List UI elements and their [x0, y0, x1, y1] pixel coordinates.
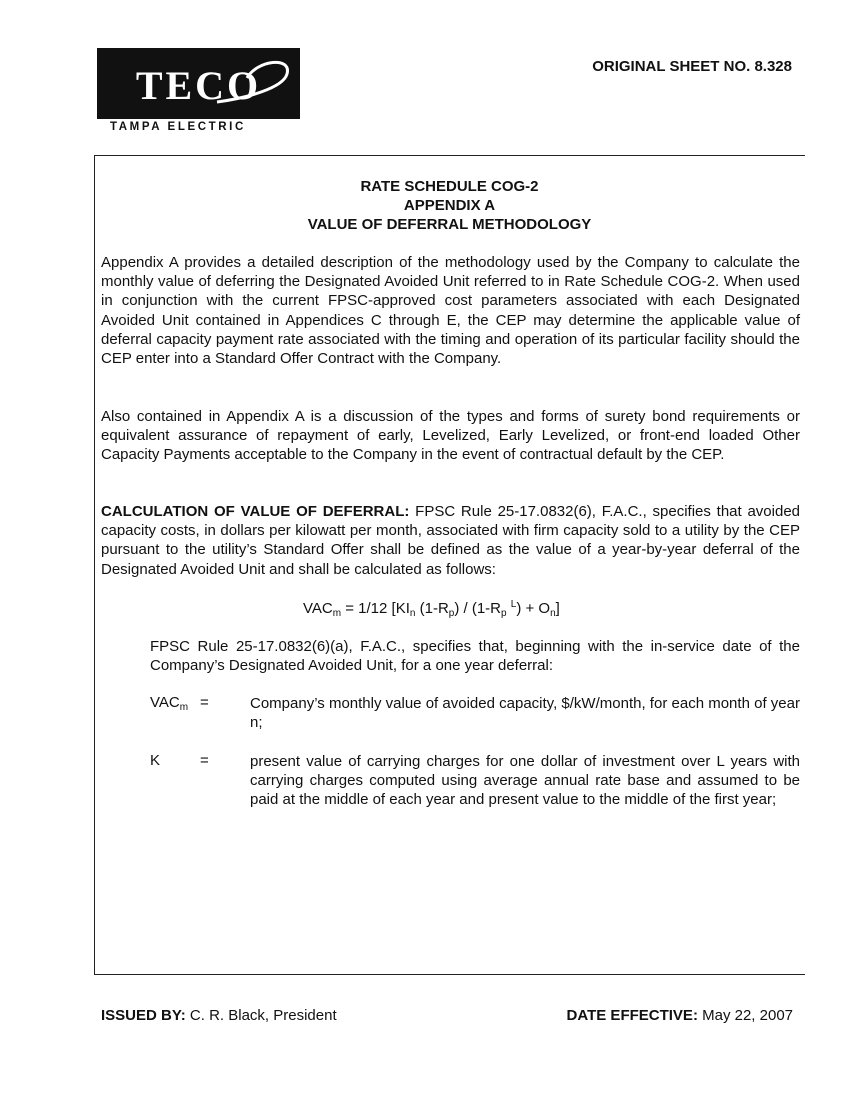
formula-part: ] [555, 600, 560, 617]
vac-formula [303, 599, 560, 619]
logo-text: TECO [135, 63, 262, 108]
title-line-3: VALUE OF DEFERRAL METHODOLOGY [307, 216, 592, 233]
term-sub: m [179, 702, 189, 713]
definition-text: Company’s monthly value of avoided capacity, $/kW/month, for each month of year n; [250, 695, 800, 731]
definition-text: present value of carrying charges for one dollar of investment over L years with carrying charges computed using average annual rate base and assumed to be paid at the middle of each year and present value to the middle of the first year; [250, 753, 800, 808]
calculation-heading: CALCULATION OF VALUE OF DEFERRAL: [101, 503, 410, 520]
paragraph-surety: Also contained in Appendix A is a discussion of the types and forms of surety bond requirements or equivalent assurance of repayment of early, Levelized, Early Levelized, or front-end loaded Other Capacity Payments acceptable to the Company in the event of contractual default by the CEP. [101, 408, 800, 464]
issued-by-label: ISSUED BY: [101, 1007, 186, 1024]
date-effective [567, 1007, 793, 1024]
formula-part: = 1/12 [KI [341, 600, 410, 617]
paragraph-intro: Appendix A provides a detailed description of the methodology used by the Company to calculate the monthly value of deferring the Designated Avoided Unit referred to in Rate Schedule COG-2. When used in conjunction with the current FPSC-approved cost parameters associated with each Designated Avoided Unit contained in Appendices C through E, the CEP may determine the applicable value of deferral capacity payment rate associated with the timing and operation of its particular facility should the CEP enter into a Standard Offer Contract with the Company. [101, 254, 800, 368]
definition-term [150, 752, 160, 769]
title-line-1: RATE SCHEDULE COG-2 [360, 178, 539, 195]
sheet-number: ORIGINAL SHEET NO. 8.328 [592, 58, 792, 75]
formula-sup: L [510, 599, 517, 610]
logo-subtitle: TAMPA ELECTRIC [110, 121, 246, 133]
date-effective-label: DATE EFFECTIVE: [566, 1007, 698, 1024]
term-text: K [150, 752, 161, 769]
formula-part: ) / (1-R [454, 600, 502, 617]
paragraph-one-year-deferral: FPSC Rule 25-17.0832(6)(a), F.A.C., specifies that, beginning with the in-service date of the Company’s Designated Avoided Unit, for a one year deferral: [150, 638, 800, 675]
definition-term [150, 694, 188, 713]
formula-sub: p [501, 608, 507, 619]
definition-equals: = [200, 694, 209, 711]
calculation-text: FPSC Rule 25-17.0832(6), F.A.C., specifies that avoided capacity costs, in dollars per kilowatt per month, associated with firm capacity sold to a utility by the CEP pursuant to the utility’s Standard Offer shall be defined as the value of a year-by-year deferral of the Designated Avoided Unit and shall be calculated as follows: [101, 503, 801, 578]
issued-by [101, 1007, 337, 1024]
formula-lhs-sub: m [332, 608, 342, 619]
date-effective-value: May 22, 2007 [697, 1007, 793, 1024]
issued-by-value: C. R. Black, President [185, 1007, 337, 1024]
formula-sub: p [448, 608, 455, 619]
formula-lhs: VAC [303, 600, 333, 617]
company-logo [97, 48, 300, 119]
term-text: VAC [150, 694, 180, 711]
definition-equals: = [200, 752, 209, 769]
title-line-2: APPENDIX A [403, 197, 496, 214]
formula-part: ) + O [516, 600, 551, 617]
formula-part: (1-R [415, 600, 449, 617]
formula-sub: n [550, 608, 556, 619]
paragraph-calculation [101, 502, 800, 579]
formula-sub: n [409, 608, 416, 619]
